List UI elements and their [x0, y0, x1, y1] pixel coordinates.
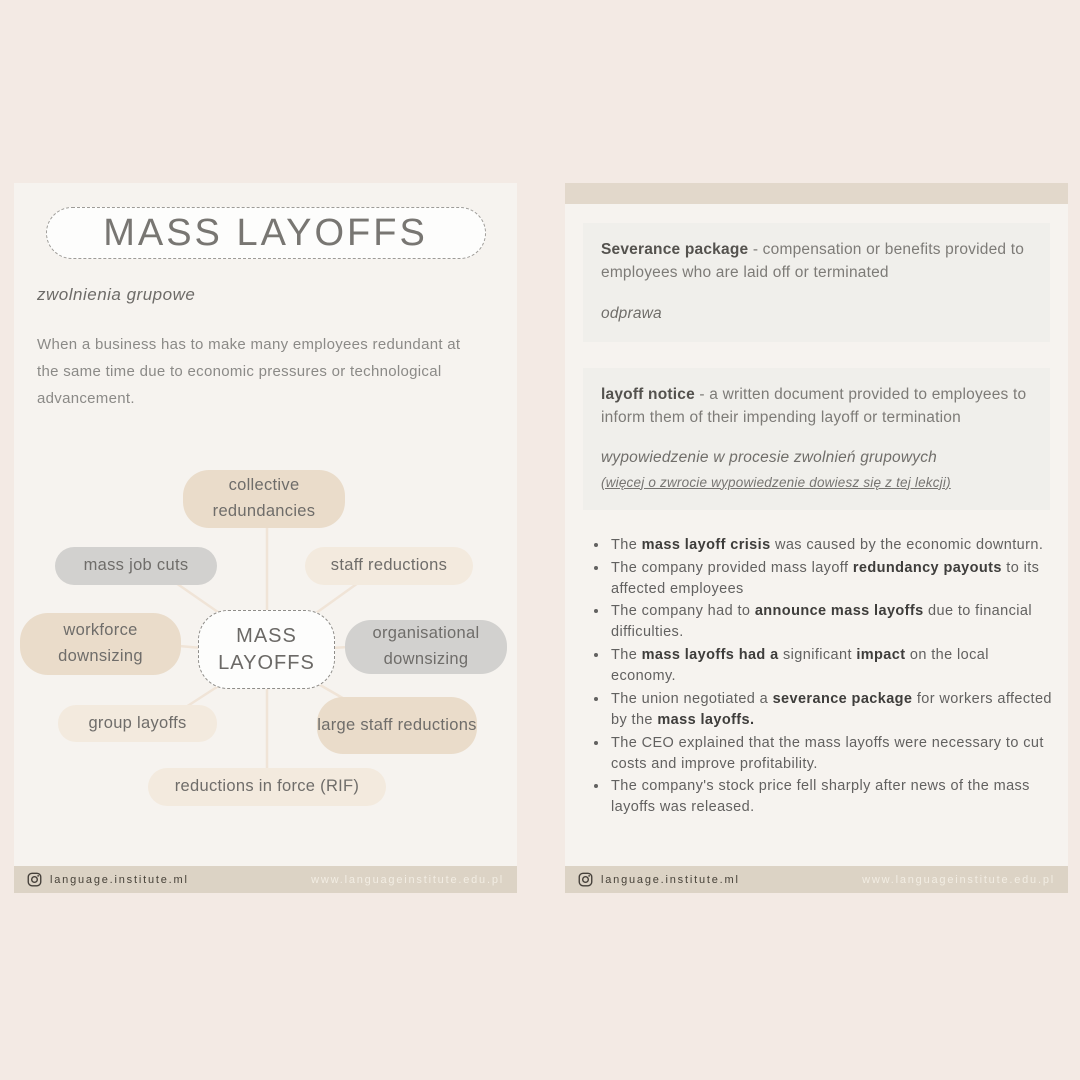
polish-translation: zwolnienia grupowe [37, 285, 196, 304]
card-footer [14, 866, 517, 893]
mindmap-center-node: MASS LAYOFFS [198, 610, 335, 689]
example-sentence: • The company's stock price fell sharply after news of the mass layoffs was released. [609, 776, 1054, 818]
polish-translation: wypowiedzenie w procesie zwolnień grupowych [601, 449, 937, 467]
mindmap-bubble-mass-job-cuts: mass job cuts [55, 547, 217, 585]
page-title: MASS LAYOFFS [103, 211, 428, 254]
definition-box-layoff-notice [583, 368, 1050, 510]
instagram-icon [27, 872, 42, 887]
examples-card [565, 183, 1068, 893]
vocabulary-card [14, 183, 517, 893]
definition-text: Severance package - compensation or benefits provided to employees who are laid off or terminated [601, 241, 1025, 282]
mindmap-bubble-workforce-downsizing: workforce downsizing [20, 613, 181, 675]
mindmap-bubble-collective-redundancies: collective redundancies [183, 470, 345, 528]
title-pill [46, 207, 486, 259]
website-url: www.languageinstitute.edu.pl [311, 873, 504, 886]
instagram-icon [578, 872, 593, 887]
lesson-note: (więcej o zwrocie wypowiedzenie dowiesz się z tej lekcji) [601, 474, 951, 490]
definition-text: layoff notice - a written document provided to employees to inform them of their impending layoff or termination [601, 385, 1027, 426]
mindmap-bubble-reductions-in-force: reductions in force (RIF) [148, 768, 386, 806]
synonyms-mindmap [14, 460, 517, 820]
example-sentence: • The mass layoff crisis was caused by the economic downturn. [609, 535, 1054, 556]
instagram-handle: language.institute.ml [601, 873, 740, 886]
mindmap-bubble-organisational-downsizing: organisational downsizing [345, 620, 507, 674]
decorative-top-strip [565, 183, 1068, 204]
website-url: www.languageinstitute.edu.pl [862, 873, 1055, 886]
example-sentence: • The CEO explained that the mass layoffs were necessary to cut costs and improve profitability. [609, 733, 1054, 775]
example-sentence: • The company provided mass layoff redundancy payouts to its affected employees [609, 558, 1054, 600]
definition-paragraph: When a business has to make many employees redundant at the same time due to economic pressures or technological advancement. [37, 336, 461, 407]
example-sentences-list [587, 535, 1054, 818]
definition-box-severance-package [583, 223, 1050, 342]
instagram-handle: language.institute.ml [50, 873, 189, 886]
example-sentence: • The mass layoffs had a significant impact on the local economy. [609, 645, 1054, 687]
example-sentence: • The company had to announce mass layoffs due to financial difficulties. [609, 601, 1054, 643]
card-footer [565, 866, 1068, 893]
mindmap-bubble-staff-reductions: staff reductions [305, 547, 473, 585]
example-sentence: • The union negotiated a severance package for workers affected by the mass layoffs. [609, 689, 1054, 731]
mindmap-bubble-group-layoffs: group layoffs [58, 705, 217, 742]
polish-translation: odprawa [601, 304, 662, 322]
mindmap-bubble-large-staff-reductions: large staff reductions [317, 697, 477, 754]
